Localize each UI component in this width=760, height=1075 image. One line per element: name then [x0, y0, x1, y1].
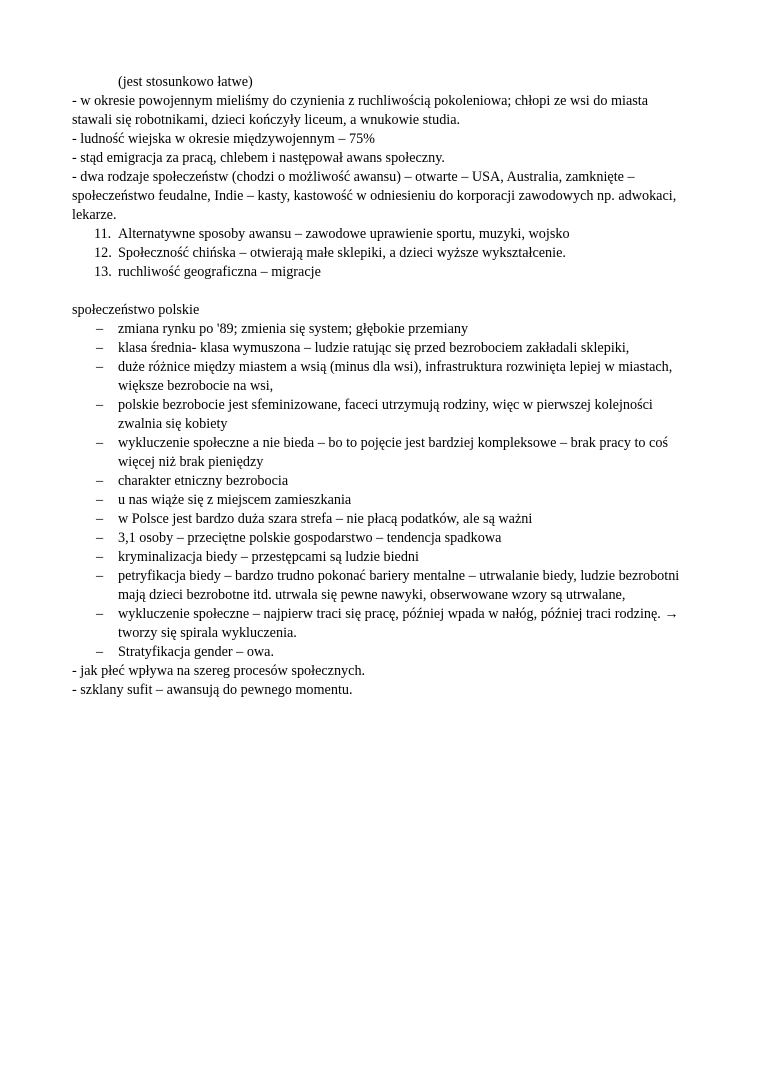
item-number: 11.	[94, 226, 112, 242]
item-text: ruchliwość geograficzna – migracje	[118, 264, 321, 280]
numbered-list	[72, 225, 687, 282]
list-item	[72, 567, 687, 605]
dash-marker: –	[96, 549, 104, 565]
list-item-text: kryminalizacja biedy – przestępcami są ludzie biedni	[118, 549, 419, 565]
list-item-text: u nas wiąże się z miejscem zamieszkania	[118, 492, 352, 508]
paragraph-gender-processes: - jak płeć wpływa na szereg procesów społecznych.	[72, 663, 366, 679]
numbered-item	[72, 225, 687, 244]
dash-marker: –	[96, 321, 104, 337]
list-item-text: duże różnice między miastem a wsią (minus dla wsi), infrastruktura rozwinięta lepiej w miastach, większe bezrobocie na wsi,	[118, 359, 673, 394]
paragraph-rural-population: - ludność wiejska w okresie międzywojennym – 75%	[72, 131, 375, 147]
dash-marker: –	[96, 359, 104, 375]
opening-line: (jest stosunkowo łatwe)	[118, 74, 253, 90]
list-item	[72, 491, 687, 510]
dash-marker: –	[96, 340, 104, 356]
dash-marker: –	[96, 644, 104, 660]
list-item	[72, 643, 687, 662]
dash-marker: –	[96, 473, 104, 489]
numbered-item	[72, 244, 687, 263]
dash-marker: –	[96, 530, 104, 546]
list-item-text: zmiana rynku po '89; zmienia się system; głębokie przemiany	[118, 321, 469, 337]
list-item	[72, 396, 687, 434]
paragraph-society-types: - dwa rodzaje społeczeństw (chodzi o możliwość awansu) – otwarte – USA, Australia, zamknięte – społeczeństwo feudalne, Indie – kasty, kastowość w odniesieniu do korporacji zawodowych np. adwokaci, lekarze.	[72, 169, 677, 223]
list-item	[72, 358, 687, 396]
document-page	[72, 73, 687, 700]
list-item	[72, 510, 687, 529]
list-item	[72, 529, 687, 548]
list-item	[72, 339, 687, 358]
blank-line	[72, 282, 687, 301]
dash-marker: –	[96, 397, 104, 413]
list-item	[72, 434, 687, 472]
paragraph-postwar-mobility: - w okresie powojennym mieliśmy do czynienia z ruchliwością pokoleniowa; chłopi ze wsi do miasta stawali się robotnikami, dzieci kończyły liceum, a wnukowie studia.	[72, 93, 649, 128]
list-item-text: polskie bezrobocie jest sfeminizowane, faceci utrzymują rodziny, więc w pierwszej kolejności zwalnia się kobiety	[118, 397, 653, 432]
list-item-text: klasa średnia- klasa wymuszona – ludzie ratując się przed bezrobociem zakładali sklepiki,	[118, 340, 630, 356]
numbered-item	[72, 263, 687, 282]
dash-marker: –	[96, 435, 104, 451]
paragraph-glass-ceiling: - szklany sufit – awansują do pewnego momentu.	[72, 682, 353, 698]
list-item	[72, 605, 687, 643]
dash-list	[72, 320, 687, 662]
list-item	[72, 472, 687, 491]
dash-marker: –	[96, 492, 104, 508]
list-item-text: wykluczenie społeczne – najpierw traci się pracę, później wpada w nałóg, później traci rodzinę. → tworzy się spirala wykluczenia.	[118, 606, 679, 641]
section-heading: społeczeństwo polskie	[72, 302, 200, 318]
list-item-text: wykluczenie społeczne a nie bieda – bo to pojęcie jest bardziej kompleksowe – brak pracy to coś więcej niż brak pieniędzy	[118, 435, 668, 470]
dash-marker: –	[96, 606, 104, 622]
list-item-text: w Polsce jest bardzo duża szara strefa – nie płacą podatków, ale są ważni	[118, 511, 533, 527]
item-text: Społeczność chińska – otwierają małe sklepiki, a dzieci wyższe wykształcenie.	[118, 245, 566, 261]
item-number: 13.	[94, 264, 112, 280]
list-item	[72, 320, 687, 339]
list-item-text: Stratyfikacja gender – owa.	[118, 644, 275, 660]
list-item-text: 3,1 osoby – przeciętne polskie gospodarstwo – tendencja spadkowa	[118, 530, 502, 546]
item-text: Alternatywne sposoby awansu – zawodowe uprawienie sportu, muzyki, wojsko	[118, 226, 570, 242]
paragraph-emigration: - stąd emigracja za pracą, chlebem i następował awans społeczny.	[72, 150, 445, 166]
list-item-text: petryfikacja biedy – bardzo trudno pokonać bariery mentalne – utrwalanie biedy, ludzie bezrobotni mają dzieci bezrobotne itd. utrwala się pewne nawyki, obserwowane wzory są utrwalane,	[118, 568, 680, 603]
item-number: 12.	[94, 245, 112, 261]
dash-marker: –	[96, 568, 104, 584]
list-item	[72, 548, 687, 567]
dash-marker: –	[96, 511, 104, 527]
list-item-text: charakter etniczny bezrobocia	[118, 473, 289, 489]
